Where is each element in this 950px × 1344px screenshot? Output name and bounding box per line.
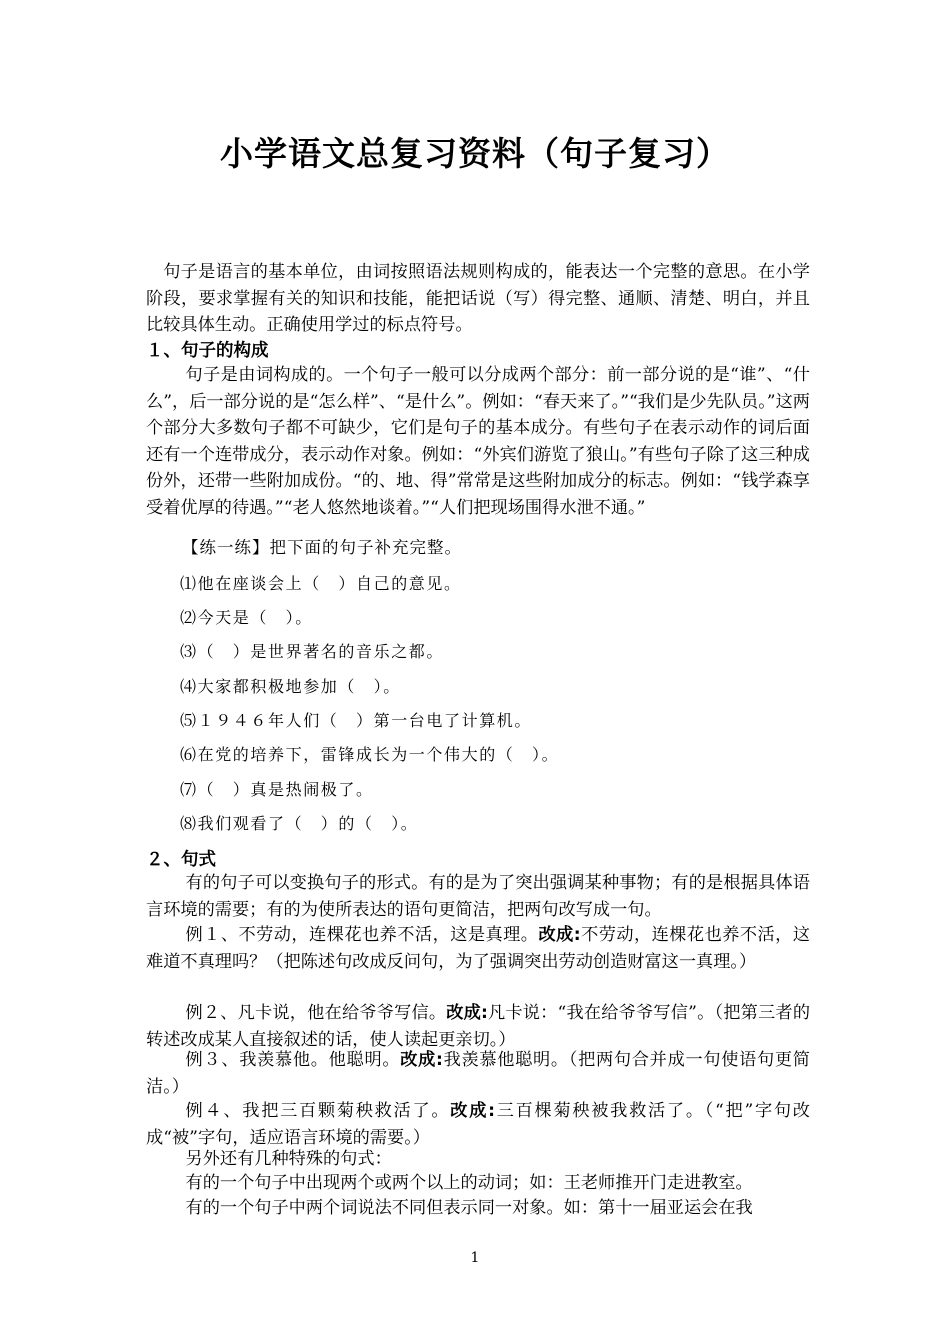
exercise-item-3: ⑶（ ）是世界著名的音乐之都。: [180, 642, 445, 661]
page-title: 小学语文总复习资料（句子复习）: [220, 134, 730, 173]
example-3: [146, 1047, 810, 1100]
example-1-before: 例１、不劳动，连棵花也养不活，这是真理。: [185, 925, 539, 945]
section-1-heading: １、句子的构成: [146, 341, 269, 361]
special-item-1: 有的一个句子中出现两个或两个以上的动词；如：王老师推开门走进教室。: [185, 1173, 753, 1193]
exercise-item-6: ⑹在党的培养下，雷锋成长为一个伟大的（ ）。: [180, 745, 560, 764]
change-label: 改成:: [538, 925, 581, 945]
section-2-heading: ２、句式: [146, 850, 216, 870]
example-2: [146, 1000, 810, 1053]
section-2-body: 有的句子可以变换句子的形式。有的是为了突出强调某种事物；有的是根据具体语言环境的需要；有的为使所表达的语句更简洁，把两句改写成一句。: [146, 873, 810, 920]
intro-paragraph: 句子是语言的基本单位，由词按照语法规则构成的，能表达一个完整的意思。在小学阶段，要求掌握有关的知识和技能，能把话说（写）得完整、通顺、清楚、明白，并且比较具体生动。正确使用学过的标点符号。: [146, 262, 810, 335]
section-1-body: 句子是由词构成的。一个句子一般可以分成两个部分：前一部分说的是“谁”、“什么”，后一部分说的是“怎么样”、“是什么”。例如：“春天来了。”“我们是少先队员。”这两个部分大多数句子都不可缺少，它们是句子的基本成分。有些句子在表示动作的词后面还有一个连带成分，表示动作对象。例如：“外宾们游览了狼山。”有些句子除了这三种成份外，还带一些附加成份。“的、地、得”常常是这些附加成分的标志。例如：“钱学森享受着优厚的待遇。”“老人悠然地谈着。”“人们把现场围得水泄不通。”: [146, 365, 810, 518]
special-intro: 另外还有几种特殊的句式：: [185, 1149, 392, 1169]
example-2-before: 例２、凡卡说，他在给爷爷写信。: [185, 1003, 447, 1023]
exercise-item-7: ⑺（ ）真是热闹极了。: [180, 780, 374, 799]
example-4-after: 三百棵菊秧被我救活了。（“把”字句改成“被”字句，适应语言环境的需要。）: [146, 1101, 810, 1148]
example-4: [146, 1098, 810, 1151]
example-1: [146, 922, 810, 975]
change-label: 改成:: [446, 1003, 488, 1023]
example-3-before: 例３、我羡慕他。他聪明。: [185, 1050, 401, 1070]
exercise-item-2: ⑵今天是（ ）。: [180, 608, 313, 627]
example-2-after: 凡卡说：“我在给爷爷写信”。（把第三者的转述改成某人直接叙述的话，使人读起更亲切。）: [146, 1003, 811, 1050]
special-item-2: 有的一个句子中两个词说法不同但表示同一对象。如：第十一届亚运会在我: [185, 1198, 753, 1218]
exercise-item-4: ⑷大家都积极地参加（ ）。: [180, 677, 401, 696]
exercise-item-8: ⑻我们观看了（ ）的（ ）。: [180, 814, 419, 833]
example-4-before: 例４、我把三百颗菊秧救活了。: [185, 1101, 451, 1121]
exercise-item-5: ⑸１９４６年人们（ ）第一台电了计算机。: [180, 711, 533, 730]
change-label: 改成:: [450, 1101, 495, 1121]
change-label: 改成:: [400, 1050, 443, 1070]
example-1-after: 不劳动，连棵花也养不活，这难道不真理吗？（把陈述句改成反问句，为了强调突出劳动创造财富这一真理。）: [146, 925, 810, 972]
example-3-after: 我羡慕他聪明。（把两句合并成一句使语句更简洁。）: [146, 1050, 810, 1097]
practice-instruction: 【练一练】把下面的句子补充完整。: [182, 538, 462, 557]
exercise-item-1: ⑴他在座谈会上（ ）自己的意见。: [180, 574, 462, 593]
page-number: 1: [470, 1250, 480, 1266]
